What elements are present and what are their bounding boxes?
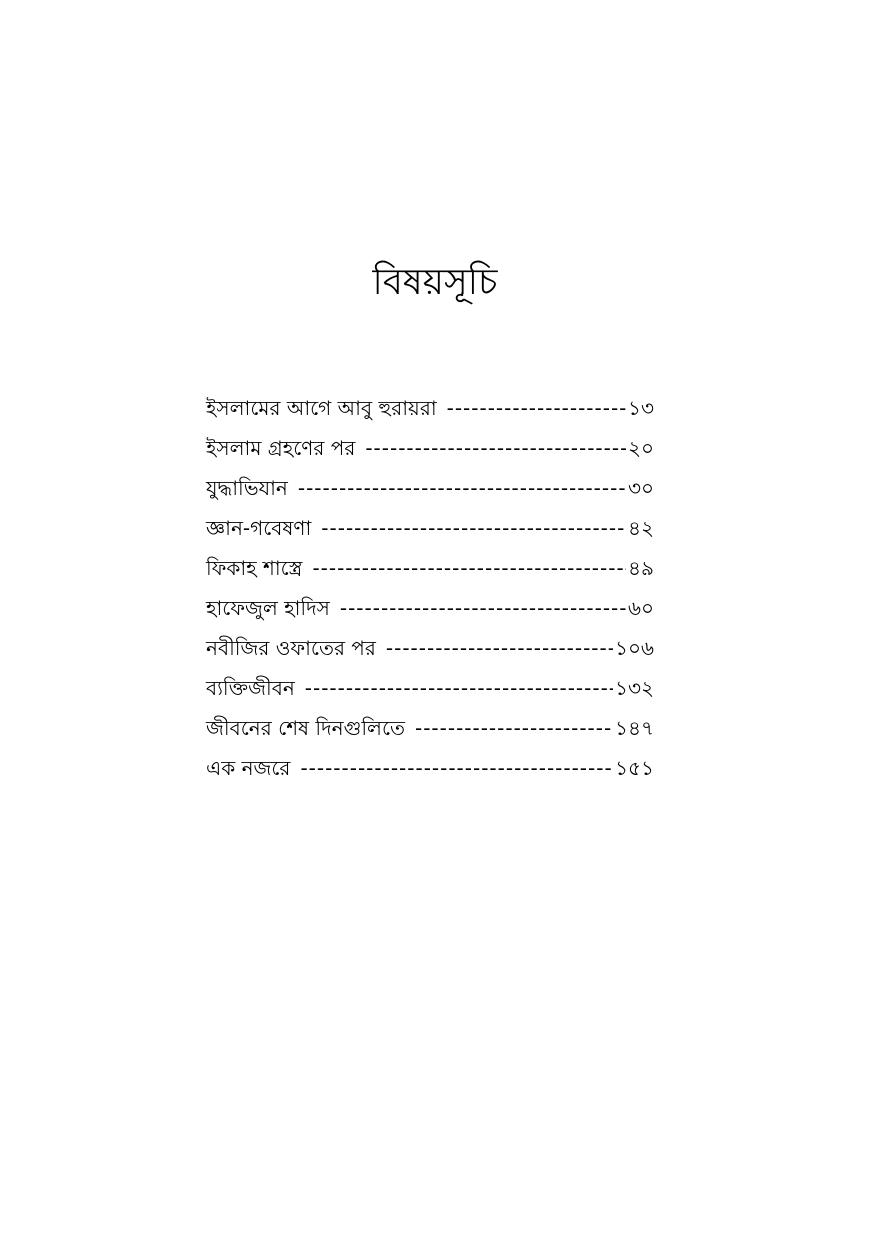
toc-entry-title: হাফেজুল হাদিস bbox=[206, 596, 330, 620]
toc-entry-page: ২০ bbox=[627, 436, 654, 460]
toc-entry-page: ১৪৭ bbox=[615, 716, 654, 740]
toc-entry-page: ১৩ bbox=[628, 396, 654, 420]
toc-leader-dashes bbox=[340, 588, 626, 628]
toc-entry-page: ১৫১ bbox=[615, 756, 654, 780]
toc-entry[interactable] bbox=[206, 548, 654, 588]
toc-entry[interactable] bbox=[206, 708, 654, 748]
toc-leader-dashes bbox=[447, 388, 626, 428]
toc-entry-page: ৩০ bbox=[627, 476, 654, 500]
toc-entry-page: ১৩২ bbox=[615, 676, 654, 700]
toc-entry-title: এক নজরে bbox=[206, 756, 291, 780]
toc-leader-dashes bbox=[298, 468, 626, 508]
toc-entry[interactable] bbox=[206, 468, 654, 508]
toc-leader-dashes bbox=[415, 708, 613, 748]
toc-entry[interactable] bbox=[206, 428, 654, 468]
toc-entry-title: ব্যক্তিজীবন bbox=[206, 676, 295, 700]
toc-entry-page: ১০৬ bbox=[615, 636, 654, 660]
toc-entry[interactable] bbox=[206, 388, 654, 428]
toc-entry[interactable] bbox=[206, 508, 654, 548]
table-of-contents bbox=[206, 388, 654, 788]
page-title: বিষয়সূচি bbox=[372, 262, 498, 303]
toc-entry-title: নবীজির ওফাতের পর bbox=[206, 636, 376, 660]
toc-entry-title: ইসলামের আগে আবু হুরায়রা bbox=[206, 396, 437, 420]
toc-leader-dashes bbox=[305, 668, 613, 708]
toc-entry-page: ৬০ bbox=[627, 596, 654, 620]
toc-entry[interactable] bbox=[206, 748, 654, 788]
toc-entry-title: ফিকাহ শাস্ত্রে bbox=[206, 556, 303, 580]
toc-entry-title: যুদ্ধাভিযান bbox=[206, 476, 288, 500]
toc-leader-dashes bbox=[312, 548, 626, 588]
toc-entry-title: ইসলাম গ্রহণের পর bbox=[206, 436, 356, 460]
toc-leader-dashes bbox=[365, 428, 626, 468]
toc-leader-dashes bbox=[300, 748, 613, 788]
toc-entry-page: ৪২ bbox=[628, 516, 654, 540]
toc-entry[interactable] bbox=[206, 628, 654, 668]
toc-entry[interactable] bbox=[206, 588, 654, 628]
toc-entry-title: জীবনের শেষ দিনগুলিতে bbox=[206, 716, 405, 740]
toc-entry-page: ৪৯ bbox=[628, 556, 654, 580]
toc-leader-dashes bbox=[386, 628, 613, 668]
toc-entry-title: জ্ঞান-গবেষণা bbox=[206, 516, 312, 540]
toc-leader-dashes bbox=[321, 508, 626, 548]
toc-entry[interactable] bbox=[206, 668, 654, 708]
